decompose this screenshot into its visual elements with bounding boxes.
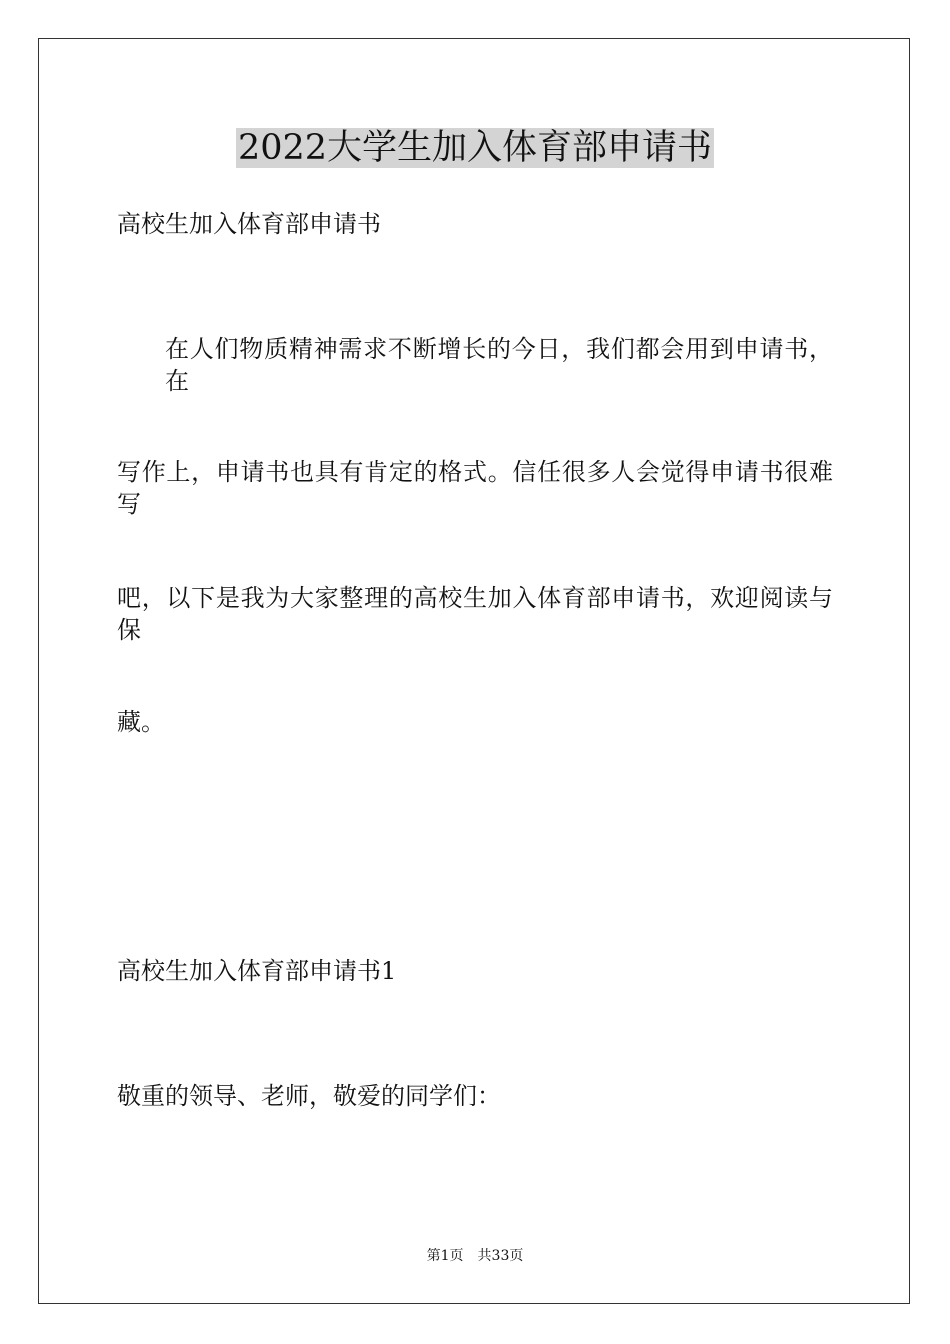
page-footer: 第1页 共33页 [426, 1248, 524, 1264]
intro-line-2: 写作上，申请书也具有肯定的格式。信任很多人会觉得申请书很难写 [117, 458, 833, 518]
intro-line-4: 藏。 [117, 708, 165, 736]
intro-line-3: 吧，以下是我为大家整理的高校生加入体育部申请书，欢迎阅读与保 [117, 584, 833, 644]
document-title-text: 2022大学生加入体育部申请书 [237, 128, 713, 168]
section-heading: 高校生加入体育部申请书1 [117, 957, 397, 985]
intro-line-1: 在人们物质精神需求不断增长的今日，我们都会用到申请书，在 [165, 335, 833, 395]
subtitle: 高校生加入体育部申请书 [117, 210, 381, 238]
document-title [0, 124, 950, 172]
salutation: 敬重的领导、老师，敬爱的同学们： [117, 1082, 501, 1110]
